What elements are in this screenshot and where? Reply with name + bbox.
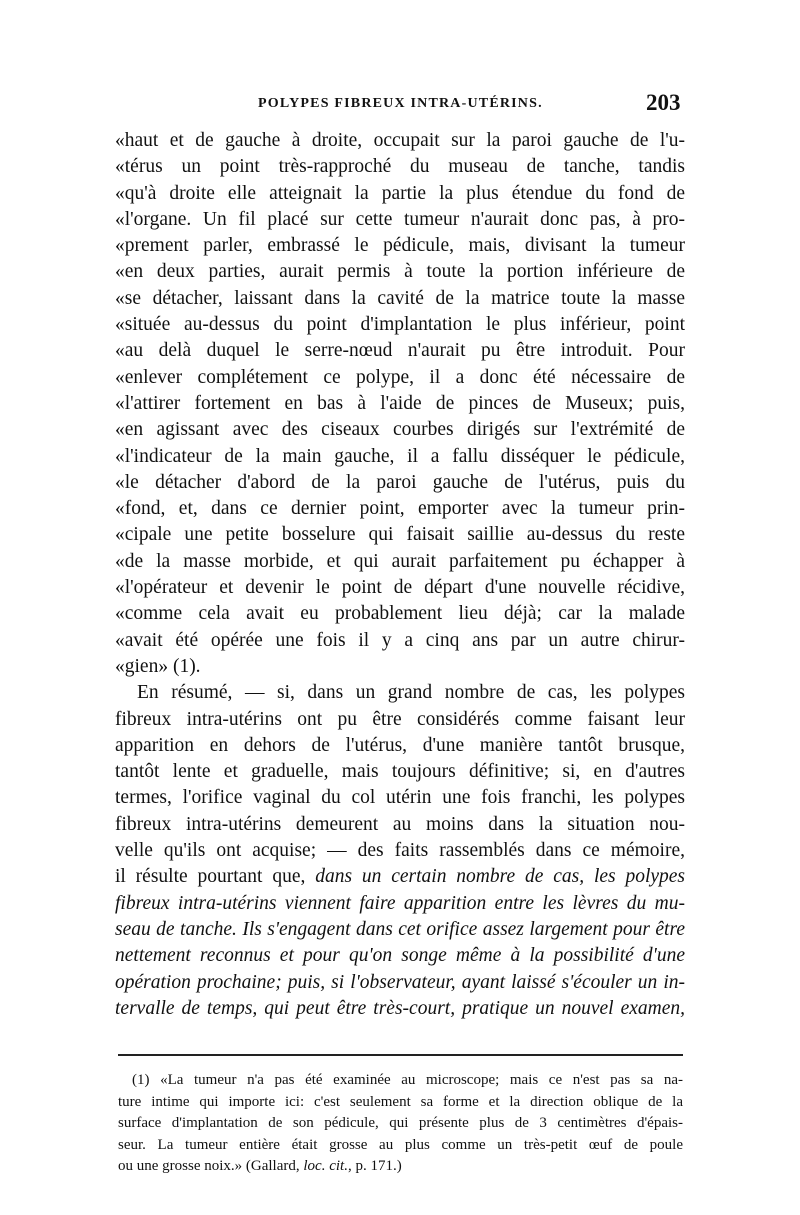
text-line: «l'indicateur de la main gauche, il a fallu disséquer le pédicule, bbox=[115, 445, 685, 467]
text-line: fibreux intra-utérins demeurent au moins dans la situation nou- bbox=[115, 813, 685, 835]
text-line: «au delà duquel le serre-nœud n'aurait pu être introduit. Pour bbox=[115, 340, 685, 362]
text-line: «haut et de gauche à droite, occupait sur la paroi gauche de l'u- bbox=[115, 130, 685, 151]
text-line: velle qu'ils ont acquise; — des faits rassemblés dans ce mémoire, bbox=[115, 840, 685, 862]
italic-text-line: opération prochaine; puis, si l'observateur, ayant laissé s'écouler un in- bbox=[115, 971, 685, 993]
text-line: «l'attirer fortement en bas à l'aide de pinces de Museux; puis, bbox=[115, 392, 685, 414]
text-line: tantôt lente et graduelle, mais toujours définitive; si, en d'autres bbox=[115, 761, 685, 783]
footnote-line: seur. La tumeur entière était grosse au plus comme un très-petit œuf de poule bbox=[118, 1136, 683, 1153]
footnote-citation: loc. cit. bbox=[303, 1158, 348, 1174]
text-line: «avait été opérée une fois il y a cinq ans par un autre chirur- bbox=[115, 629, 685, 651]
text-line: «de la masse morbide, et qui aurait parfaitement pu échapper à bbox=[115, 550, 685, 572]
text-line: «fond, et, dans ce dernier point, emporter avec la tumeur prin- bbox=[115, 498, 685, 520]
footnote-line: surface d'implantation de son pédicule, qui présente plus de 3 centimètres d'épais- bbox=[118, 1115, 683, 1131]
footnote-text: ou une grosse noix.» (Gallard, bbox=[118, 1158, 300, 1174]
text-line: «située au-dessus du point d'implantation le plus inférieur, point bbox=[115, 314, 685, 336]
footnote-line bbox=[118, 1156, 683, 1178]
footnote bbox=[118, 1070, 683, 1178]
page-number: 203 bbox=[646, 90, 681, 115]
running-title: POLYPES FIBREUX INTRA-UTÉRINS. bbox=[258, 96, 543, 111]
text-line: «qu'à droite elle atteignait la partie la plus étendue du fond de bbox=[115, 182, 685, 204]
footnote-divider bbox=[118, 1054, 683, 1056]
italic-text-line: seau de tanche. Ils s'engagent dans cet orifice assez largement pour être bbox=[115, 918, 685, 940]
text-line: «enlever complétement ce polype, il a donc été nécessaire de bbox=[115, 366, 685, 388]
text-line: «cipale une petite bosselure qui faisait saillie au-dessus du reste bbox=[115, 524, 685, 546]
mixed-text-line bbox=[115, 864, 685, 890]
text-line: «prement parler, embrassé le pédicule, mais, divisant la tumeur bbox=[115, 235, 685, 257]
page-header bbox=[0, 90, 800, 126]
text-line: fibreux intra-utérins ont pu être considérés comme faisant leur bbox=[115, 708, 685, 730]
mixed-line-italic: dans un certain nombre de cas, les polypes bbox=[315, 866, 686, 888]
text-line: «le détacher d'abord de la paroi gauche de l'utérus, puis du bbox=[115, 471, 685, 493]
italic-text-line: tervalle de temps, qui peut être très-court, pratique un nouvel examen, bbox=[115, 997, 685, 1019]
italic-text-line: fibreux intra-utérins viennent faire apparition entre les lèvres du mu- bbox=[115, 892, 685, 914]
text-line: «l'opérateur et devenir le point de départ d'une nouvelle récidive, bbox=[115, 577, 685, 599]
text-line: «se détacher, laissant dans la cavité de la matrice toute la masse bbox=[115, 287, 685, 309]
text-line: termes, l'orifice vaginal du col utérin une fois franchi, les polypes bbox=[115, 787, 685, 809]
text-line: «en deux parties, aurait permis à toute la portion inférieure de bbox=[115, 261, 685, 283]
text-line: «gien» (1). bbox=[115, 655, 201, 677]
text-line: «comme cela avait eu probablement lieu déjà; car la malade bbox=[115, 603, 685, 625]
footnote-page-ref: , p. 171.) bbox=[347, 1158, 402, 1174]
mixed-line-normal: il résulte pourtant que, bbox=[115, 866, 306, 888]
main-text bbox=[115, 128, 685, 1022]
footnote-line: ture intime qui importe ici: c'est seulement sa forme et la direction oblique de la bbox=[118, 1093, 683, 1110]
footnote-line: (1) «La tumeur n'a pas été examinée au microscope; mais ce n'est pas sa na- bbox=[132, 1072, 683, 1088]
italic-text-line: nettement reconnus et pour qu'on songe même à la possibilité d'une bbox=[115, 945, 685, 967]
text-line: apparition en dehors de l'utérus, d'une manière tantôt brusque, bbox=[115, 734, 685, 756]
paragraph-start-line: En résumé, — si, dans un grand nombre de cas, les polypes bbox=[137, 682, 685, 704]
text-line: «l'organe. Un fil placé sur cette tumeur n'aurait donc pas, à pro- bbox=[115, 208, 685, 230]
text-line: «térus un point très-rapproché du museau de tanche, tandis bbox=[115, 156, 685, 178]
text-line: «en agissant avec des ciseaux courbes dirigés sur l'extrémité de bbox=[115, 419, 685, 441]
